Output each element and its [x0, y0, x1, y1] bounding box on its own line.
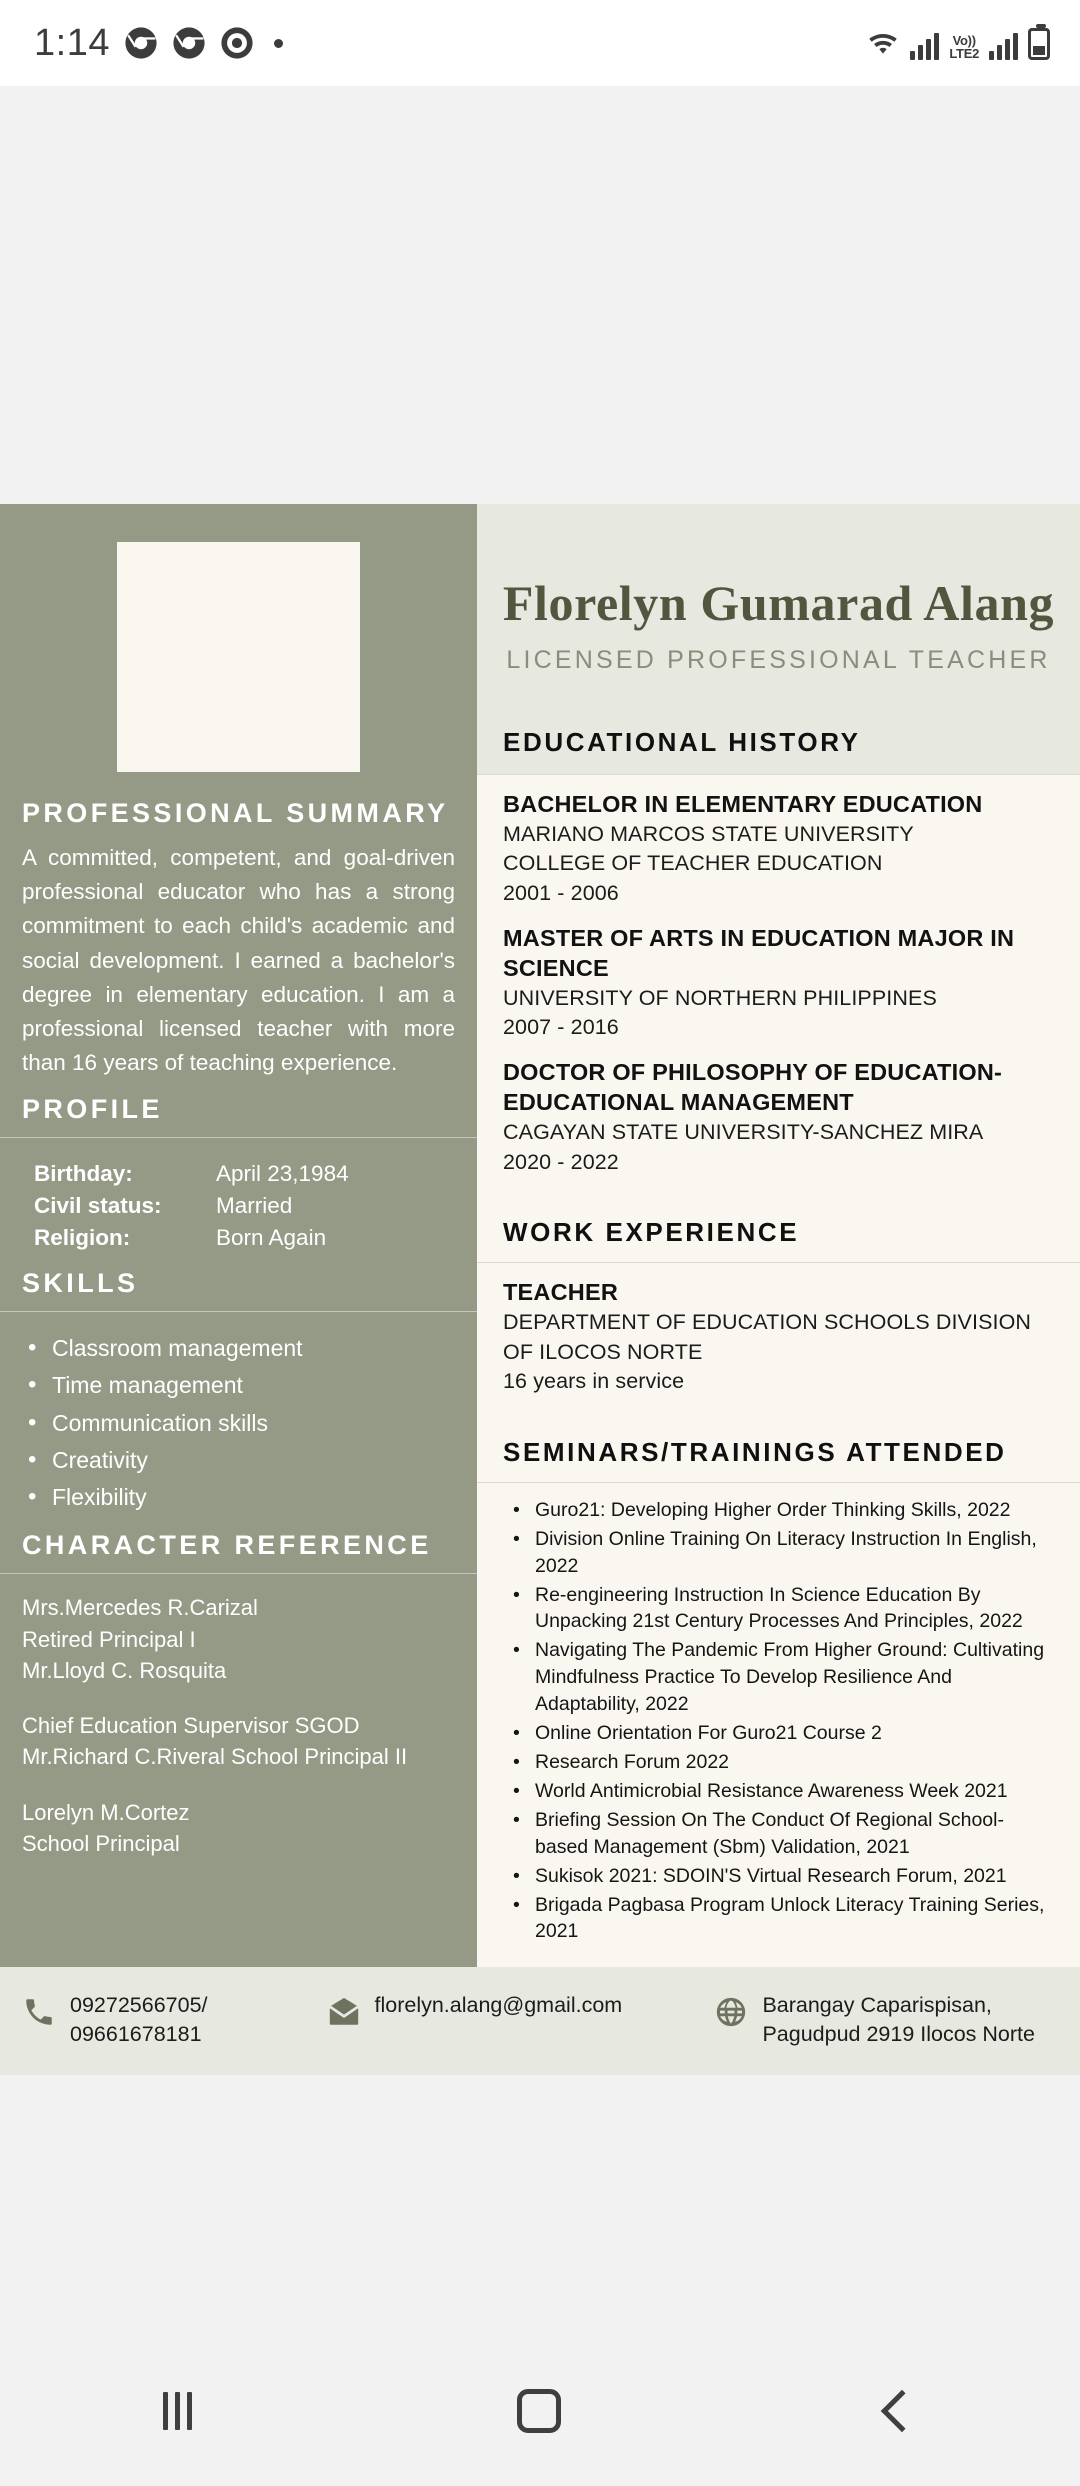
profile-value: April 23,1984 [216, 1161, 349, 1187]
list-item: Retired Principal I [22, 1626, 196, 1652]
list-item: Mr.Richard C.Riveral School Principal II [22, 1744, 408, 1770]
education-entry [503, 789, 1054, 909]
degree-title: DOCTOR OF PHILOSOPHY OF EDUCATION-EDUCATIONAL MANAGEMENT [503, 1058, 1003, 1116]
list-item: • Time management [52, 1367, 455, 1404]
list-item: • Brigada Pagbasa Program Unlock Literacy Training Series, 2021 [535, 1892, 1054, 1946]
education-entry [503, 923, 1054, 1043]
list-item: • Briefing Session On The Conduct Of Regional School-based Management (Sbm) Validation, 2021 [535, 1807, 1054, 1861]
phone-icon [22, 1995, 56, 2029]
job-role-subtitle: LICENSED PROFESSIONAL TEACHER [506, 646, 1051, 674]
status-bar-right [866, 26, 1050, 60]
profile-row [34, 1190, 455, 1222]
list-item: • Online Orientation For Guro21 Course 2 [535, 1720, 1054, 1747]
page-title: Florelyn Gumarad Alang [502, 575, 1055, 631]
divider [0, 1573, 477, 1574]
seminars-list [477, 1483, 1080, 1968]
profile-value: Married [216, 1193, 293, 1219]
battery-icon [1028, 28, 1050, 60]
page-canvas [0, 86, 1080, 2486]
department-name: COLLEGE OF TEACHER EDUCATION [503, 851, 883, 876]
skills-heading: SKILLS [22, 1268, 139, 1299]
degree-title: MASTER OF ARTS IN EDUCATION MAJOR IN SCIENCE [503, 924, 1015, 982]
target-icon [220, 26, 254, 60]
list-item: • Re-engineering Instruction In Science Education By Unpacking 21st Century Processes And Principles, 2022 [535, 1582, 1054, 1636]
volte-icon: Vo)) LTE2 [949, 33, 979, 61]
signal-bars-icon [910, 32, 939, 60]
profile-key: Religion: [34, 1225, 131, 1251]
work-entry [503, 1277, 1054, 1397]
globe-icon [714, 1995, 748, 2029]
profile-key: Civil status: [34, 1193, 162, 1219]
list-item: • Communication skills [52, 1405, 455, 1442]
work-duration: 16 years in service [503, 1369, 685, 1394]
education-years: 2007 - 2016 [503, 1015, 619, 1040]
status-time: 1:14 [34, 21, 110, 64]
list-item: • Creativity [52, 1442, 455, 1479]
system-nav-bar [0, 2336, 1080, 2486]
spacer [22, 1686, 455, 1710]
skills-list [0, 1326, 477, 1516]
employer-name: DEPARTMENT OF EDUCATION SCHOOLS DIVISION OF ILOCOS NORTE [503, 1309, 1032, 1364]
professional-summary-heading: PROFESSIONAL SUMMARY [22, 798, 449, 828]
list-item: Chief Education Supervisor SGOD [22, 1713, 360, 1739]
list-item: • World Antimicrobial Resistance Awareness Week 2021 [535, 1778, 1054, 1805]
back-button[interactable] [881, 2390, 923, 2432]
list-item: • Research Forum 2022 [535, 1749, 1054, 1776]
list-item: Mr.Lloyd C. Rosquita [22, 1657, 227, 1683]
educational-history-heading: EDUCATIONAL HISTORY [477, 701, 1080, 774]
email-address: florelyn.alang@gmail.com [374, 1993, 623, 2017]
list-item: Lorelyn M.Cortez [22, 1799, 190, 1825]
profile-value: Born Again [216, 1225, 327, 1251]
home-button[interactable] [517, 2389, 561, 2433]
seminars-heading: SEMINARS/TRAININGS ATTENDED [477, 1415, 1080, 1482]
chrome-icon [124, 26, 158, 60]
dot-icon [274, 39, 283, 48]
spacer [22, 1773, 455, 1797]
education-entry [503, 1057, 1054, 1177]
contact-email [327, 1991, 705, 2029]
envelope-icon [327, 1995, 361, 2029]
character-reference-heading: CHARACTER REFERENCE [22, 1530, 432, 1561]
phone-number: 09272566705/ 09661678181 [70, 1993, 208, 2046]
job-title: TEACHER [503, 1279, 618, 1306]
divider [0, 1311, 477, 1312]
list-item: • Navigating The Pandemic From Higher Ground: Cultivating Mindfulness Practice To Develop Resilience And Adaptability, 2022 [535, 1637, 1054, 1718]
school-name: UNIVERSITY OF NORTHERN PHILIPPINES [503, 985, 937, 1010]
list-item: • Sukisok 2021: SDOIN'S Virtual Research Forum, 2021 [535, 1863, 1054, 1890]
school-name: CAGAYAN STATE UNIVERSITY-SANCHEZ MIRA [503, 1120, 984, 1145]
work-experience-heading: WORK EXPERIENCE [477, 1195, 1080, 1262]
profile-photo [117, 542, 360, 772]
contact-phone [22, 1991, 317, 2049]
degree-title: BACHELOR IN ELEMENTARY EDUCATION [503, 791, 983, 817]
list-item: School Principal [22, 1830, 180, 1856]
profile-key: Birthday: [34, 1161, 133, 1187]
profile-heading: PROFILE [22, 1094, 163, 1125]
resume-header [477, 504, 1080, 701]
list-item: • Division Online Training On Literacy Instruction In English, 2022 [535, 1526, 1054, 1580]
divider [0, 1137, 477, 1138]
education-years: 2020 - 2022 [503, 1149, 619, 1174]
work-experience-body [477, 1263, 1080, 1415]
educational-history-body [477, 775, 1080, 1195]
wifi-icon [866, 26, 900, 60]
recent-apps-button[interactable] [163, 2392, 192, 2430]
resume-document [0, 504, 1080, 1967]
profile-row [34, 1222, 455, 1254]
school-name: MARIANO MARCOS STATE UNIVERSITY [503, 821, 914, 846]
list-item: Mrs.Mercedes R.Carizal [22, 1595, 258, 1621]
photo-container [0, 504, 477, 798]
profile-row [34, 1158, 455, 1190]
list-item: • Flexibility [52, 1479, 455, 1516]
profile-table [0, 1152, 477, 1254]
professional-summary-text: A committed, competent, and goal-driven professional educator who has a strong commitment to each child's academic and social development. I earned a bachelor's degree in elementary education. I am a professional licensed teacher with more than 16 years of teaching experience. [22, 845, 455, 1076]
contact-address [714, 1991, 1058, 2049]
status-bar [0, 0, 1080, 86]
address-text: Barangay Caparispisan, Pagudpud 2919 Ilocos Norte [762, 1993, 1035, 2046]
resume-left-column [0, 504, 477, 1967]
list-item: • Classroom management [52, 1330, 455, 1367]
status-bar-left [34, 22, 283, 65]
character-reference-list [0, 1588, 477, 1859]
list-item: • Guro21: Developing Higher Order Thinking Skills, 2022 [535, 1497, 1054, 1524]
education-years: 2001 - 2006 [503, 880, 619, 905]
contact-footer [0, 1967, 1080, 2075]
resume-right-column [477, 504, 1080, 1967]
signal-bars-icon [989, 32, 1018, 60]
chrome-icon [172, 26, 206, 60]
